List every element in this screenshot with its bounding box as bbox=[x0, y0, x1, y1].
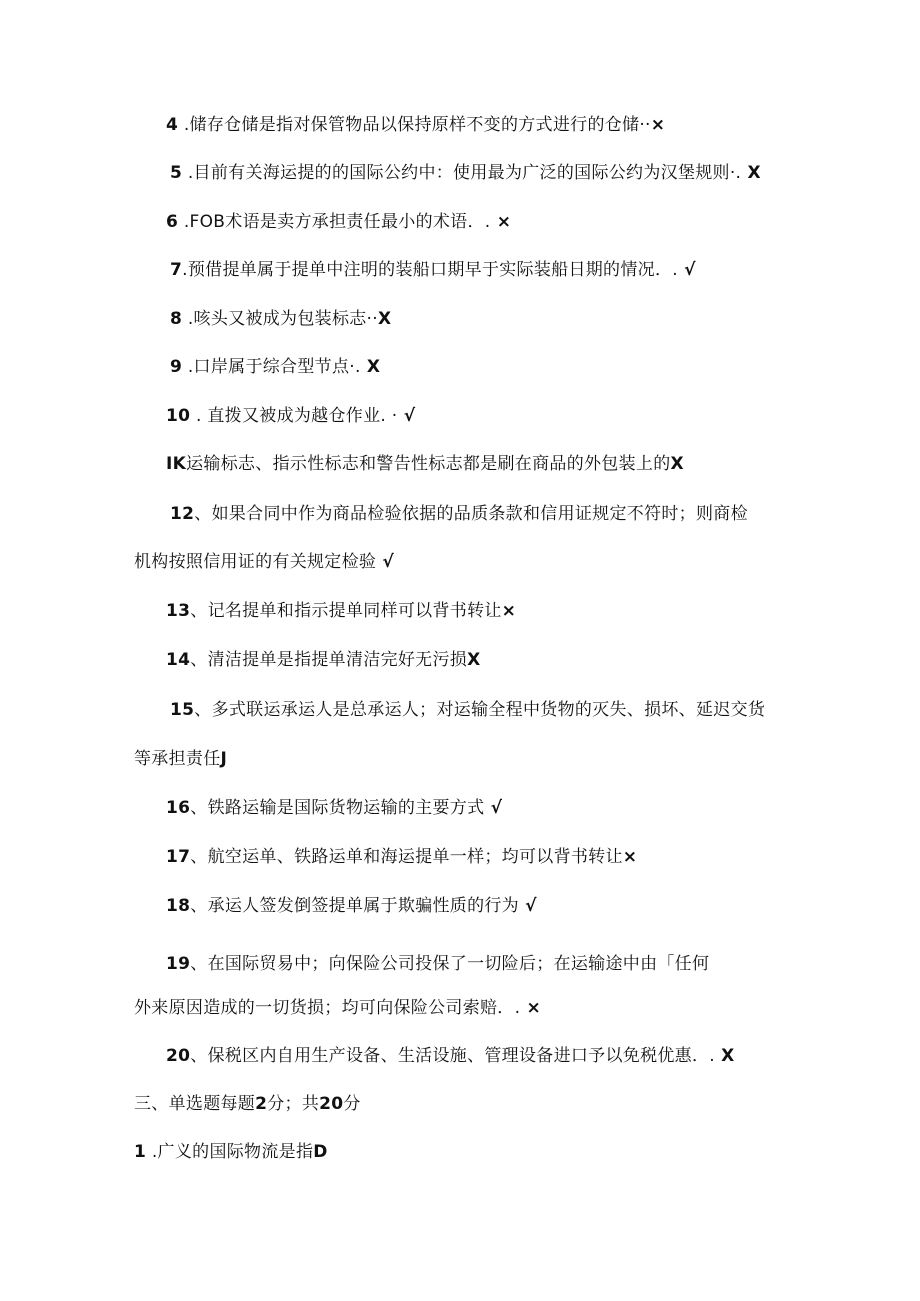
answer-mark: √ bbox=[677, 260, 696, 280]
item-number: 14 bbox=[166, 650, 191, 670]
item-19-continued bbox=[134, 996, 541, 1020]
item-number: 19 bbox=[166, 954, 191, 974]
question-number: 1 bbox=[134, 1142, 147, 1162]
item-10 bbox=[166, 404, 415, 428]
item-number: 6 bbox=[166, 212, 179, 232]
answer-mark: X bbox=[670, 454, 684, 474]
item-5 bbox=[170, 161, 761, 185]
item-text: .口岸属于综合型节点·. bbox=[182, 357, 361, 377]
answer-mark: X bbox=[741, 163, 761, 183]
item-number: 8 bbox=[170, 309, 183, 329]
item-number: 9 bbox=[170, 357, 183, 377]
item-11 bbox=[166, 452, 684, 476]
item-text: 、铁路运输是国际货物运输的主要方式 bbox=[190, 798, 485, 818]
answer-mark: X bbox=[360, 357, 381, 377]
answer-mark: X bbox=[467, 650, 481, 670]
item-number: 7 bbox=[170, 260, 183, 280]
item-16 bbox=[166, 796, 502, 820]
section-suffix: 分 bbox=[343, 1094, 361, 1114]
answer-mark: √ bbox=[397, 406, 416, 426]
item-7 bbox=[170, 258, 696, 282]
item-number: IK bbox=[166, 454, 187, 474]
item-12 bbox=[170, 502, 748, 526]
item-9 bbox=[170, 355, 380, 379]
answer-mark: √ bbox=[518, 896, 537, 916]
item-8 bbox=[170, 307, 391, 331]
item-text: 、保税区内自用生产设备、生活设施、管理设备进口予以免税优惠．. bbox=[190, 1046, 715, 1066]
question-text: .广义的国际物流是指 bbox=[146, 1142, 314, 1162]
item-text: 等承担责任 bbox=[134, 749, 221, 769]
item-number: 18 bbox=[166, 896, 191, 916]
answer-mark: J bbox=[220, 749, 228, 769]
answer-mark: × bbox=[490, 212, 512, 232]
item-text: .FOB术语是卖方承担责任最小的术语．. bbox=[178, 212, 491, 232]
item-number: 16 bbox=[166, 798, 191, 818]
item-15 bbox=[170, 698, 765, 722]
item-20 bbox=[166, 1044, 735, 1068]
item-text: 、如果合同中作为商品检验依据的品质条款和信用证规定不符时；则商检 bbox=[194, 504, 748, 524]
answer-mark: × bbox=[622, 847, 638, 867]
item-number: 12 bbox=[170, 504, 195, 524]
item-text: 机构按照信用证的有关规定检验 bbox=[134, 552, 377, 572]
item-4 bbox=[166, 113, 665, 137]
item-17 bbox=[166, 845, 637, 869]
question-answer: D bbox=[313, 1142, 328, 1162]
item-text: 、清洁提单是指提单清洁完好无污损 bbox=[190, 650, 468, 670]
item-text: 、在国际贸易中；向保险公司投保了一切险后；在运输途中由「任何 bbox=[190, 954, 710, 974]
item-text: .目前有关海运提的的国际公约中：使用最为广泛的国际公约为汉堡规则·. bbox=[182, 163, 742, 183]
item-text: .储存仓储是指对保管物品以保持原样不变的方式进行的仓储·· bbox=[178, 115, 651, 135]
item-text: 、记名提单和指示提单同样可以背书转让 bbox=[190, 601, 502, 621]
section-points: 2 bbox=[255, 1094, 268, 1114]
item-number: 5 bbox=[170, 163, 183, 183]
answer-mark: √ bbox=[484, 798, 503, 818]
answer-mark: X bbox=[714, 1046, 735, 1066]
item-text: .预借提单属于提单中注明的装船口期早于实际装船日期的情况．. bbox=[182, 260, 678, 280]
item-text: .咳头又被成为包装标志·· bbox=[182, 309, 378, 329]
section-middle: 分；共 bbox=[267, 1094, 320, 1114]
section-prefix: 三、单选题每题 bbox=[134, 1094, 256, 1114]
item-14 bbox=[166, 648, 481, 672]
item-13 bbox=[166, 599, 516, 623]
item-text: 、承运人签发倒签提单属于欺骗性质的行为 bbox=[190, 896, 519, 916]
item-18 bbox=[166, 894, 537, 918]
item-text: 、航空运单、铁路运单和海运提单一样；均可以背书转让 bbox=[190, 847, 623, 867]
item-text: 运输标志、指示性标志和警告性标志都是刷在商品的外包装上的 bbox=[186, 454, 671, 474]
section-heading bbox=[134, 1092, 361, 1116]
item-number: 13 bbox=[166, 601, 191, 621]
item-number: 17 bbox=[166, 847, 191, 867]
item-text: 、多式联运承运人是总承运人；对运输全程中货物的灭失、损坏、延迟交货 bbox=[194, 700, 766, 720]
item-15-continued bbox=[134, 747, 227, 771]
answer-mark: × bbox=[650, 115, 666, 135]
item-text: . 直拨又被成为越仓作业. · bbox=[190, 406, 398, 426]
item-number: 4 bbox=[166, 115, 179, 135]
answer-mark: √ bbox=[376, 552, 395, 572]
section-total: 20 bbox=[319, 1094, 344, 1114]
answer-mark: × bbox=[520, 998, 542, 1018]
item-number: 20 bbox=[166, 1046, 191, 1066]
item-19 bbox=[166, 952, 709, 976]
item-number: 15 bbox=[170, 700, 195, 720]
item-12-continued bbox=[134, 550, 394, 574]
item-number: 10 bbox=[166, 406, 191, 426]
question-1 bbox=[134, 1140, 328, 1164]
answer-mark: × bbox=[501, 601, 517, 621]
item-text: 外来原因造成的一切货损；均可向保险公司索赔．. bbox=[134, 998, 521, 1018]
answer-mark: X bbox=[377, 309, 392, 329]
item-6 bbox=[166, 210, 511, 234]
